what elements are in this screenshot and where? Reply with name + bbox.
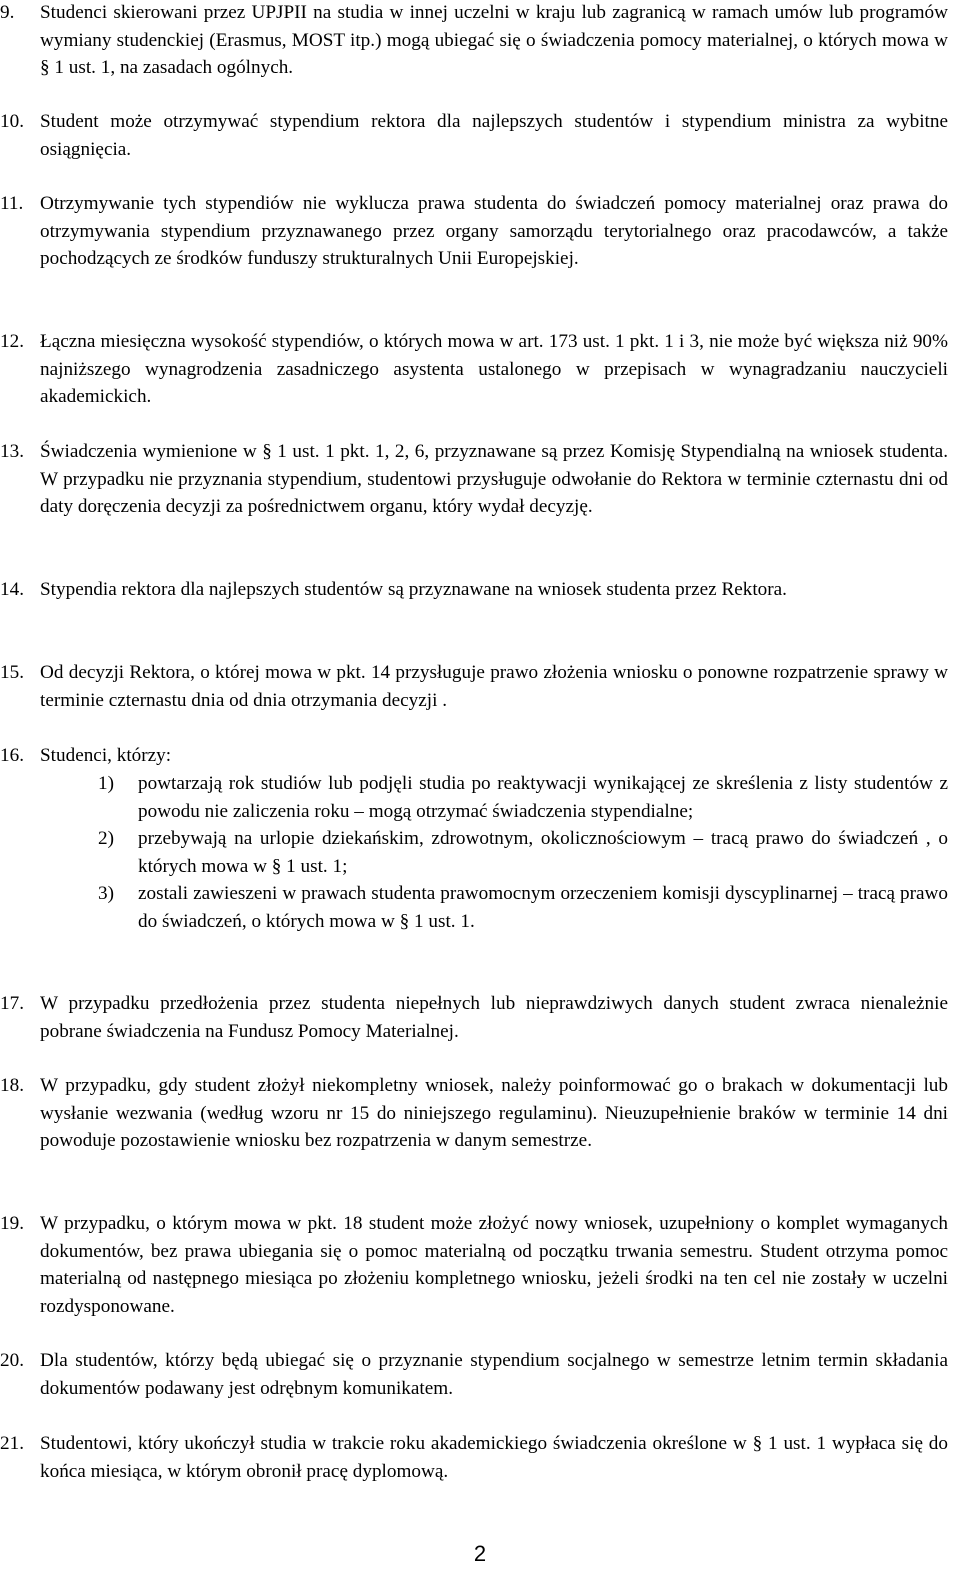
list-item <box>40 880 948 935</box>
paragraph-text: Studenci skierowani przez UPJPII na studia w innej uczelni w kraju lub zagranicą w ramach umów lub programów wymiany studenckiej (Erasmus, MOST itp.) mogą ubiegać się o świadczenia pomocy materialnej, o których mowa w § 1 ust. 1, na zasadach ogólnych. <box>40 2 948 78</box>
list-item <box>40 770 948 825</box>
paragraph-number: 19. <box>0 1213 24 1234</box>
paragraph-text: W przypadku, o którym mowa w pkt. 18 student może złożyć nowy wniosek, uzupełniony o komplet wymaganych dokumentów, bez prawa ubiegania się o pomoc materialną od początku trwania semestru. Student otrzyma pomoc materialną od następnego miesiąca po złożeniu kompletnego wniosku, jeżeli środki na ten cel nie zostały w uczelni rozdysponowane. <box>40 1213 948 1317</box>
paragraph-16-sublist <box>40 770 948 935</box>
paragraph-17 <box>0 990 948 1045</box>
paragraph-text: W przypadku przedłożenia przez studenta niepełnych lub nieprawdziwych danych student zwraca nienależnie pobrane świadczenia na Fundusz Pomocy Materialnej. <box>40 993 948 1042</box>
paragraph-number: 12. <box>0 331 24 352</box>
paragraph-text: W przypadku, gdy student złożył niekompletny wniosek, należy poinformować go o brakach w dokumentacji lub wysłanie wezwania (według wzoru nr 15 do niniejszego regulaminu). Nieuzupełnienie braków w terminie 14 dni powoduje pozostawienie wniosku bez rozpatrzenia w danym semestrze. <box>40 1075 948 1151</box>
list-item-number: 3) <box>98 883 114 904</box>
paragraph-text: Student może otrzymywać stypendium rektora dla najlepszych studentów i stypendium ministra za wybitne osiągnięcia. <box>40 111 948 160</box>
paragraph-number: 20. <box>0 1350 24 1371</box>
paragraph-13 <box>0 438 948 521</box>
paragraph-9 <box>0 0 948 82</box>
paragraph-16 <box>0 742 948 770</box>
list-item <box>40 825 948 880</box>
paragraph-number: 17. <box>0 993 24 1014</box>
paragraph-text: Otrzymywanie tych stypendiów nie wyklucza prawa studenta do świadczeń pomocy materialnej oraz prawa do otrzymywania stypendium przyznawanego przez organy samorządu terytorialnego oraz pracodawców, a także pochodzących ze środków funduszy strukturalnych Unii Europejskiej. <box>40 193 948 269</box>
list-item-number: 2) <box>98 828 114 849</box>
paragraph-text: Dla studentów, którzy będą ubiegać się o przyznanie stypendium socjalnego w semestrze letnim termin składania dokumentów podawany jest odrębnym komunikatem. <box>40 1350 948 1399</box>
paragraph-text: Świadczenia wymienione w § 1 ust. 1 pkt. 1, 2, 6, przyznawane są przez Komisję Stypendialną na wniosek studenta. W przypadku nie przyznania stypendium, studentowi przysługuje odwołanie do Rektora w terminie czternastu dni od daty doręczenia decyzji za pośrednictwem organu, który wydał decyzję. <box>40 441 948 517</box>
paragraph-text: Studenci, którzy: <box>40 745 172 766</box>
paragraph-number: 14. <box>0 579 24 600</box>
paragraph-text: Stypendia rektora dla najlepszych studentów są przyznawane na wniosek studenta przez Rektora. <box>40 579 787 600</box>
paragraph-number: 13. <box>0 441 24 462</box>
paragraph-number: 11. <box>0 193 24 214</box>
list-item-number: 1) <box>98 773 114 794</box>
paragraph-19 <box>0 1210 948 1320</box>
paragraph-10 <box>0 108 948 163</box>
page-number: 2 <box>473 1541 487 1566</box>
paragraph-11 <box>0 190 948 273</box>
paragraph-number: 10. <box>0 111 24 132</box>
list-item-text: zostali zawieszeni w prawach studenta prawomocnym orzeczeniem komisji dyscyplinarnej – tracą prawo do świadczeń, o których mowa w § 1 ust. 1. <box>138 883 948 932</box>
paragraph-text: Łączna miesięczna wysokość stypendiów, o których mowa w art. 173 ust. 1 pkt. 1 i 3, nie może być większa niż 90% najniższego wynagrodzenia zasadniczego asystenta ustalonego w przepisach w wynagradzaniu nauczycieli akademickich. <box>40 331 948 407</box>
paragraph-number: 15. <box>0 662 24 683</box>
paragraph-21 <box>0 1430 948 1485</box>
paragraph-12 <box>0 328 948 411</box>
paragraph-20 <box>0 1347 948 1402</box>
paragraph-18 <box>0 1072 948 1155</box>
paragraph-text: Od decyzji Rektora, o której mowa w pkt. 14 przysługuje prawo złożenia wniosku o ponowne rozpatrzenie sprawy w terminie czternastu dnia od dnia otrzymania decyzji . <box>40 662 948 711</box>
paragraph-number: 21. <box>0 1433 24 1454</box>
paragraph-14 <box>0 576 948 604</box>
list-item-text: powtarzają rok studiów lub podjęli studia po reaktywacji wynikającej ze skreślenia z listy studentów z powodu nie zaliczenia roku – mogą otrzymać świadczenia stypendialne; <box>138 773 948 822</box>
list-item-text: przebywają na urlopie dziekańskim, zdrowotnym, okolicznościowym – tracą prawo do świadczeń , o których mowa w § 1 ust. 1; <box>138 828 948 877</box>
paragraph-number: 9. <box>0 2 15 23</box>
paragraph-text: Studentowi, który ukończył studia w trakcie roku akademickiego świadczenia określone w § 1 ust. 1 wypłaca się do końca miesiąca, w którym obronił pracę dyplomową. <box>40 1433 948 1482</box>
paragraph-15 <box>0 659 948 714</box>
paragraph-number: 16. <box>0 745 24 766</box>
paragraph-number: 18. <box>0 1075 24 1096</box>
